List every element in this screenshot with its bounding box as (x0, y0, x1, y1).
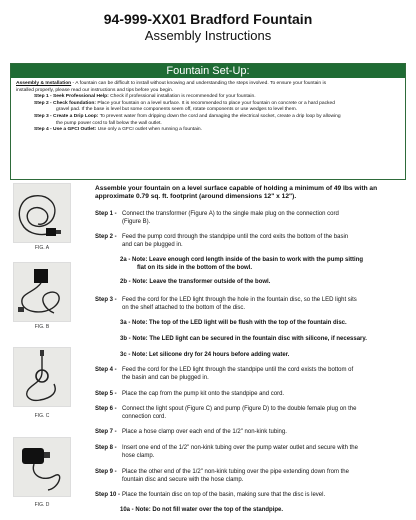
setup-step-3: Step 3 - Create a Drip Loop: To prevent water from dripping down the cord and damaging the electrical socket, create a drip loop by allowing (34, 113, 341, 119)
figure-b-image (13, 262, 71, 322)
step-5: Step 5 - Place the cap from the pump kit onto the standpipe and cord. (95, 391, 285, 397)
step-7: Step 7 - Place a hose clamp over each end of the 1/2" non-kink tubing. (95, 429, 287, 435)
setup-step-3-cont: the pump power cord to fall below the wall outlet. (56, 120, 162, 126)
figure-d-image (13, 437, 71, 497)
step-1: Step 1 - Connect the transformer (Figure A) to the single male plug on the connection cord (Figure B). (95, 211, 339, 225)
step-9: Step 9 - Place the other end of the 1/2" non-kink tubing over the pipe extending down from the fountain disc and secure with the hose clamp. (95, 469, 349, 483)
pump-icon (14, 438, 70, 496)
figure-d-caption: FIG. D (34, 502, 50, 508)
setup-body (11, 78, 405, 134)
figure-a-caption: FIG. A (34, 245, 50, 251)
setup-intro-2: installed properly, please read our instructions and tips before you begin. (16, 87, 174, 93)
step-4: Step 4 - Feed the cord for the LED light through the standpipe until the cord exists the bottom of the basin and can be plugged in. (95, 367, 354, 381)
step-2: Step 2 - Feed the pump cord through the standpipe until the cord exits the bottom of the basin and can be plugged in. (95, 234, 349, 248)
note-2a: 2a - Note: Leave enough cord length inside of the basin to work with the pump sitting flat on its side in the bottom of the bowl. (120, 257, 364, 271)
figure-c-image (13, 347, 71, 407)
step-3: Step 3 - Feed the cord for the LED light through the hole in the fountain disc, so the LED light sits on the shelf attached to the bottom of the disc. (95, 297, 357, 311)
document-title: 94-999-XX01 Bradford Fountain (103, 11, 313, 27)
step-6: Step 6 - Connect the light spout (Figure C) and pump (Figure D) to the double female plug on the connection cord. (95, 406, 357, 420)
figure-c-caption: FIG. C (34, 413, 50, 419)
note-3b: 3b - Note: The LED light can be secured in the fountain disc with silicone, if necessary. (120, 336, 367, 342)
note-2b: 2b - Note: Leave the transformer outside of the bowl. (120, 279, 271, 285)
setup-step-2-cont: gravel pad. If the base is level but some components seem off, rotate components or use wedges to level them. (56, 107, 298, 113)
setup-step-2: Step 2 - Check foundation: Place your fountain on a level surface. It is recommended to place your fountain on concrete or a hard packed (34, 100, 335, 106)
note-3a: 3a - Note: The top of the LED light will be flush with the top of the fountain disc. (120, 320, 347, 326)
note-10a: 10a - Note: Do not fill water over the top of the standpipe. (120, 507, 284, 513)
light-spout-icon (14, 348, 70, 406)
figure-a-image (13, 183, 71, 243)
figure-b-caption: FIG. B (34, 324, 50, 330)
setup-step-4: Step 4 - Use a GFCI Outlet: Use only a GFCI outlet when running a fountain. (34, 127, 203, 133)
setup-step-1: Step 1 - Seek Professional Help: Check if professional installation is recommended for your fountain. (34, 94, 256, 100)
setup-heading: Fountain Set-Up: (11, 64, 405, 78)
transformer-icon (14, 184, 70, 242)
connection-cord-icon (14, 263, 70, 321)
fountain-setup-box (10, 63, 406, 180)
note-3c: 3c - Note: Let silicone dry for 24 hours before adding water. (120, 352, 290, 358)
setup-intro: Assembly & Installation - A fountain can be difficult to install without knowing and understanding the steps involved. To ensure your fountain is (16, 81, 327, 86)
document-subtitle: Assembly Instructions (144, 28, 272, 43)
step-8: Step 8 - Insert one end of the 1/2" non-kink tubing over the pump water outlet and secure with the hose clamp. (95, 445, 358, 459)
step-10: Step 10 - Place the fountain disc on top of the basin, making sure that the disc is level. (95, 492, 326, 498)
assembly-intro: Assemble your fountain on a level surface capable of holding a minimum of 49 lbs with an approximate 0.79 sq. ft. footprint (around dimensions 12" x 12"). (95, 185, 378, 200)
